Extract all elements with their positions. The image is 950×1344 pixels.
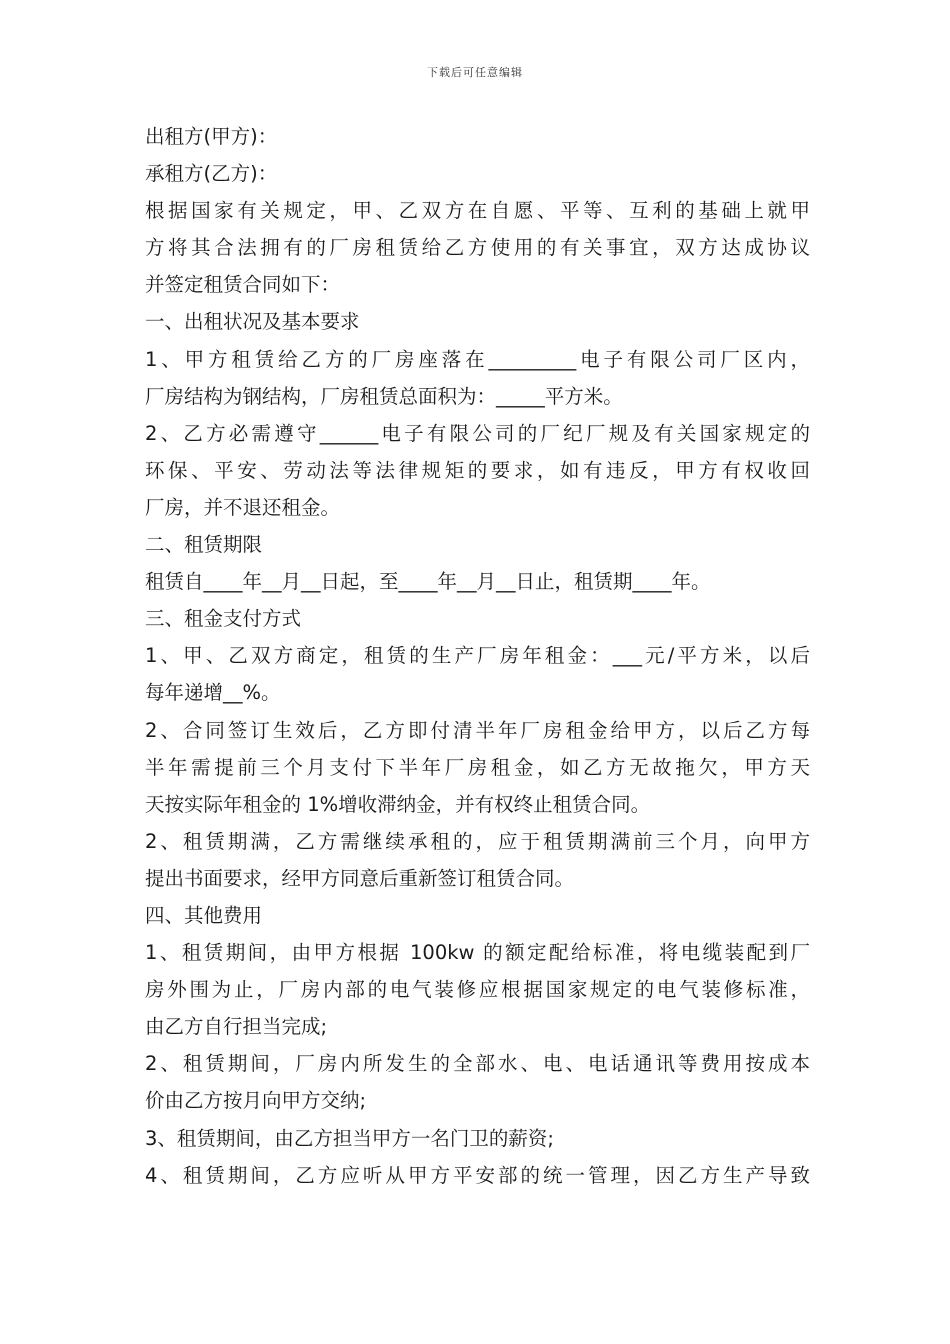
page-header-note: 下载后可任意编辑 (427, 66, 523, 79)
document-line: 2、租赁期满，乙方需继续承租的，应于租赁期满前三个月，向甲方 (145, 829, 810, 853)
document-line: 租赁自____年__月__日起，至____年__月__日止，租赁期____年。 (145, 570, 711, 594)
document-line: 3、租赁期间，由乙方担当甲方一名门卫的薪资; (145, 1126, 554, 1150)
document-line: 房外围为止，厂房内部的电气装修应根据国家规定的电气装修标准， (145, 978, 810, 1002)
document-line: 2、合同签订生效后，乙方即付清半年厂房租金给甲方，以后乙方每 (145, 718, 810, 742)
document-line: 厂房，并不退还租金。 (145, 495, 341, 519)
document-line: 由乙方自行担当完成; (145, 1015, 328, 1039)
document-line: 价由乙方按月向甲方交纳; (145, 1089, 367, 1113)
document-line: 方将其合法拥有的厂房租赁给乙方使用的有关事宜，双方达成协议 (145, 236, 810, 260)
document-line: 并签定租赁合同如下： (145, 273, 341, 297)
document-body (145, 118, 810, 1194)
document-line: 一、出租状况及基本要求 (145, 310, 360, 334)
document-line: 4、租赁期间，乙方应听从甲方平安部的统一管理，因乙方生产导致 (145, 1163, 810, 1187)
document-line: 1、甲方租赁给乙方的厂房座落在_________电子有限公司厂区内， (145, 347, 810, 371)
document-line: 四、其他费用 (145, 903, 263, 927)
document-line: 2、租赁期间，厂房内所发生的全部水、电、电话通讯等费用按成本 (145, 1052, 810, 1076)
document-line: 二、租赁期限 (145, 533, 263, 557)
document-line: 提出书面要求，经甲方同意后重新签订租赁合同。 (145, 866, 575, 890)
document-line: 2、乙方必需遵守______电子有限公司的厂纪厂规及有关国家规定的 (145, 421, 810, 445)
document-line: 承租方(乙方)： (145, 162, 278, 186)
document-line: 根据国家有关规定，甲、乙双方在自愿、平等、互利的基础上就甲 (145, 199, 810, 223)
document-line: 半年需提前三个月支付下半年厂房租金，如乙方无故拖欠，甲方天 (145, 755, 810, 779)
document-line: 1、租赁期间，由甲方根据 100kw 的额定配给标准，将电缆装配到厂 (145, 941, 810, 965)
document-line: 厂房结构为钢结构，厂房租赁总面积为：_____平方米。 (145, 384, 623, 408)
document-line: 1、甲、乙双方商定，租赁的生产厂房年租金：___元/平方米，以后 (145, 644, 810, 668)
document-line: 出租方(甲方)： (145, 125, 278, 148)
document-line: 天按实际年租金的 1%增收滞纳金，并有权终止租赁合同。 (145, 792, 651, 816)
document-line: 每年递增__%。 (145, 681, 281, 705)
document-line: 三、租金支付方式 (145, 607, 302, 631)
document-line: 环保、平安、劳动法等法律规矩的要求，如有违反，甲方有权收回 (145, 458, 810, 482)
